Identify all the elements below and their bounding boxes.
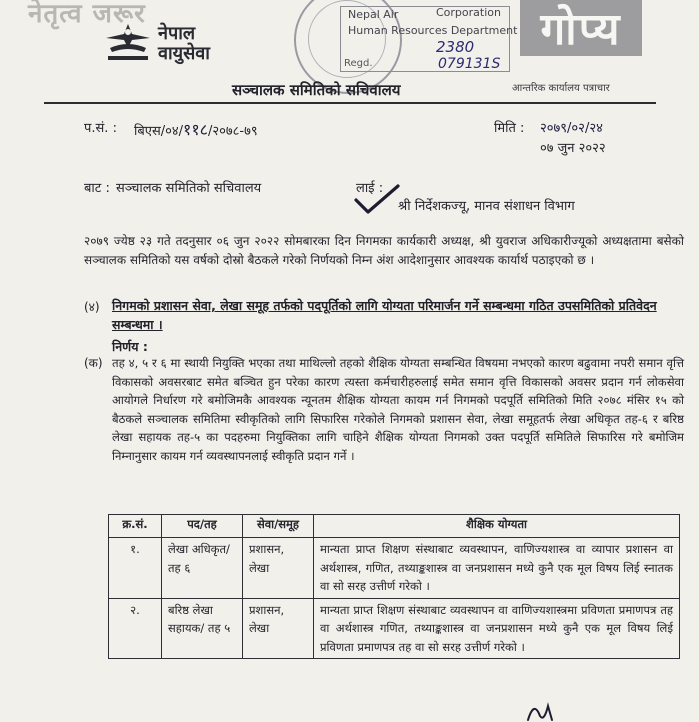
office-title: सञ्चालक समितिको सचिवालय xyxy=(232,81,401,99)
date-bs: २०७९/०२/२४ xyxy=(540,121,603,136)
header-sn: क्र.सं. xyxy=(109,515,162,538)
cell-service: प्रशासन, लेखा xyxy=(243,538,314,599)
from-value: सञ्चालक समितिको सचिवालय xyxy=(116,181,262,196)
confidential-banner: गोप्य xyxy=(520,0,642,56)
stamp-handwritten-number: 2380 xyxy=(436,38,475,56)
cell-post: लेखा अधिकृत/ तह ६ xyxy=(162,538,243,599)
clause-number: (क) xyxy=(84,356,103,370)
ref-label: प.सं. : xyxy=(84,121,117,136)
header-qualification: शैक्षिक योग्यता xyxy=(314,515,680,538)
ref-suffix: /२०७८-७९ xyxy=(208,124,258,139)
cell-post: बरिष्ठ लेखा सहायक/ तह ५ xyxy=(162,598,243,659)
ref-number xyxy=(134,118,258,140)
clause-text: तह ४, ५ र ६ मा स्थायी नियुक्ति भएका तथा माथिल्लो तहको शैक्षिक योग्यता सम्बन्धित विषयमा नभएको कारण बढुवामा नपरी समान वृत्ति विकासको अवसरबाट समेत बञ्चित हुन परेका कारण त्यस्ता कर्मचारीहरुलाई समेत समान वृत्ति विकासको अवसर प्रदान गर्न लोकसेवा आयोगले निर्धारण गरे बमोजिमकै आवश्यक न्यूनतम शैक्षिक योग्यता कायम गर्न निगमको पदपूर्ति समितिको मिति २०७८ मंसिर १५ को बैठकले सञ्चालक समितिमा स्वीकृतिको लागि सिफारिस गरेकोले निगमको प्रशासन सेवा, लेखा समूहतर्फ लेखा अधिकृत तह-६ र बरिष्ठ लेखा सहायक तह-५ का पदहरुमा नियुक्तिका लागि चाहिने शैक्षिक योग्यता निगमको उक्त पदपूर्ति समितिले सिफारिस गरे बमोजिम निम्नानुसार कायम गर्न व्यवस्थापनलाई स्वीकृति प्रदान गर्ने । xyxy=(112,356,684,463)
table-row xyxy=(109,598,680,659)
cell-sn: १. xyxy=(109,538,162,599)
date-en: ०७ जुन २०२२ xyxy=(540,141,606,156)
section-title: निगमको प्रशासन सेवा, लेखा समूह तर्फको पदपूर्तिको लागि योग्यता परिमार्जन गर्ने सम्बन्धमा गठित उपसमितिको प्रतिवेदन सम्बन्धमा । xyxy=(112,298,657,332)
to-value: श्री निर्देशकज्यू, मानव संशाधन विभाग xyxy=(398,199,575,214)
date-label: मिति : xyxy=(494,121,525,136)
cell-service: प्रशासन, लेखा xyxy=(243,598,314,659)
to-label: लाई : xyxy=(356,181,384,196)
table-header-row xyxy=(109,515,680,538)
org-name-line-2: वायुसेवा xyxy=(158,43,210,64)
cell-qualification: मान्यता प्राप्त शिक्षण संस्थाबाट व्यवस्थापन, वाणिज्यशास्त्र वा व्यापार प्रशासन वा अर्थशास्त्र, गणित, तथ्याङ्कशास्त्र वा जनप्रशासन मध्ये कुनै एक मूल विषय लिई स्नातक वा सो सरह उत्तीर्ण गरेको । xyxy=(314,538,680,599)
ref-handwritten: ११८ xyxy=(183,120,209,139)
ref-prefix: बिएस/०४/ xyxy=(134,124,184,139)
banner-caption: आन्तरिक कार्यालय पत्राचार xyxy=(512,83,610,94)
signature-mark-icon xyxy=(524,696,584,722)
stamp-line-3: Regd. xyxy=(344,58,373,69)
header-service: सेवा/समूह xyxy=(243,515,314,538)
from-label: बाट : xyxy=(84,181,110,196)
checkmark-icon xyxy=(354,184,400,214)
section-number: (४) xyxy=(84,300,100,314)
faded-top-text: नेतृत्व जरूर xyxy=(28,0,146,29)
cell-sn: २. xyxy=(109,598,162,659)
header-divider xyxy=(44,102,656,104)
stamp-handwritten-date: 079131S xyxy=(438,56,501,72)
header-post: पद/तह xyxy=(162,515,243,538)
nepal-airlines-logo-icon xyxy=(104,18,152,64)
intro-paragraph: २०७९ ज्येष्ठ २३ गते तदनुसार ०६ जुन २०२२ सोमबारका दिन निगमका कार्यकारी अध्यक्ष, श्री युवराज अधिकारीज्यूको अध्यक्षतामा बसेको सञ्चालक समितिको यस वर्षको दोस्रो बैठकले गरेको निर्णयको निम्न अंश आदेशानुसार आवश्यक कार्यार्थ पठाइएको छ । xyxy=(84,234,684,267)
stamp-line-2: Human Resources Department xyxy=(348,24,518,37)
decision-label: निर्णय : xyxy=(112,339,148,354)
qualification-table xyxy=(108,514,680,659)
stamp-line-1b: Corporation xyxy=(436,6,501,19)
org-name-nepali xyxy=(158,24,268,64)
stamp-line-1: Nepal Air xyxy=(348,8,399,21)
org-name-line-1: नेपाल xyxy=(158,23,196,44)
cell-qualification: मान्यता प्राप्त शिक्षण संस्थाबाट व्यवस्थापन वा वाणिज्यशास्त्रमा प्रविणता प्रमाणपत्र तह वा अर्थशास्त्र गणित, तथ्याङ्कशास्त्र वा जनप्रशासन मध्ये कुनै एक मूल विषय लिई प्रविणता प्रमाणपत्र तह वा सो सरह उत्तीर्ण गरेको । xyxy=(314,598,680,659)
table-row xyxy=(109,538,680,599)
